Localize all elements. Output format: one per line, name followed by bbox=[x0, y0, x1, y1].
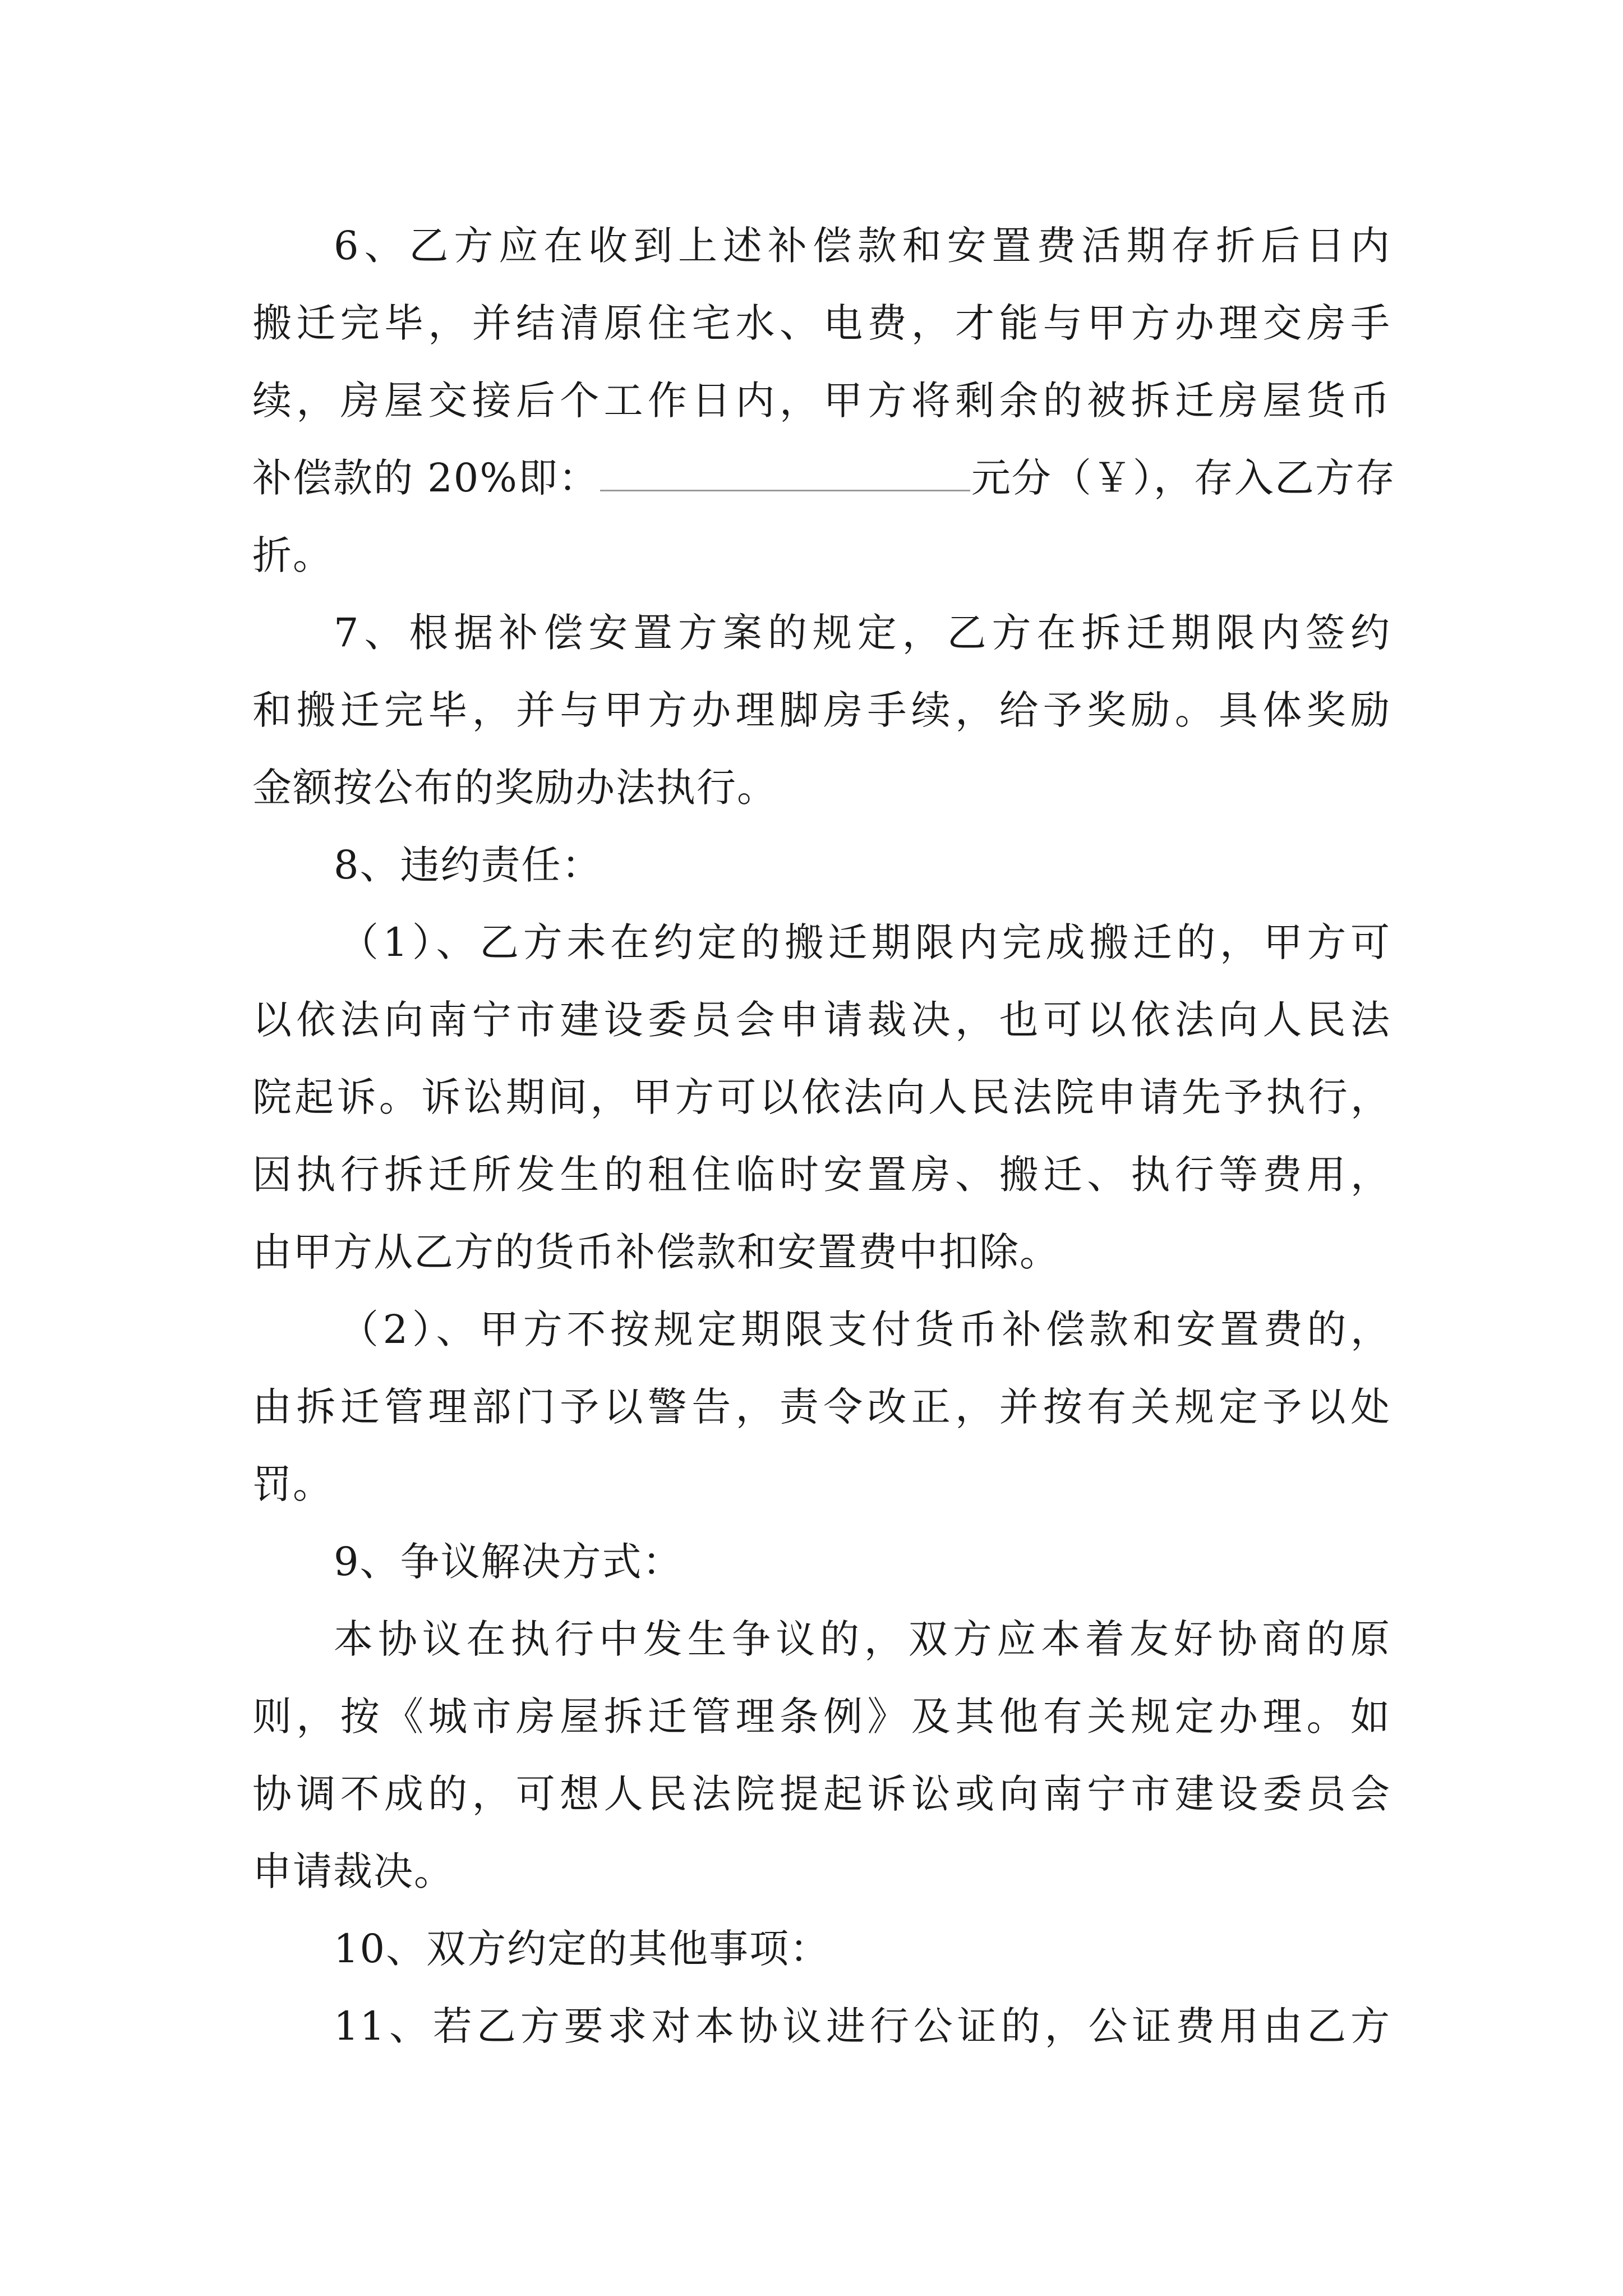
clause-8-1-line-3: 院起诉。诉讼期间，甲方可以依法向人民法院申请先予执行， bbox=[252, 1074, 1391, 1120]
paragraph-6-line-4 bbox=[252, 450, 1396, 506]
clause-8-2-line-2: 由拆迁管理部门予以警告，责令改正，并按有关规定予以处 bbox=[252, 1384, 1391, 1430]
paragraph-6-line-5: 折。 bbox=[252, 532, 333, 578]
paragraph-9-body-line-1: 本协议在执行中发生争议的，双方应本着友好协商的原 bbox=[334, 1616, 1391, 1662]
paragraph-9-heading: 9、争议解决方式： bbox=[334, 1539, 683, 1585]
clause-8-2-line-1: （2）、甲方不按规定期限支付货币补偿款和安置费的， bbox=[339, 1306, 1391, 1352]
clause-8-1-line-5: 由甲方从乙方的货币补偿款和安置费中扣除。 bbox=[252, 1229, 1060, 1275]
paragraph-11-line-1: 11、若乙方要求对本协议进行公证的，公证费用由乙方 bbox=[334, 2003, 1391, 2049]
paragraph-9-body-line-3: 协调不成的，可想人民法院提起诉讼或向南宁市建设委员会 bbox=[252, 1771, 1391, 1817]
paragraph-7-line-2: 和搬迁完毕，并与甲方办理脚房手续，给予奖励。具体奖励 bbox=[252, 687, 1391, 733]
paragraph-9-body-line-4: 申请裁决。 bbox=[252, 1848, 454, 1894]
clause-8-1-line-1: （1）、乙方未在约定的搬迁期限内完成搬迁的，甲方可 bbox=[339, 919, 1391, 965]
paragraph-6-line-1: 6、乙方应在收到上述补偿款和安置费活期存折后日内 bbox=[334, 223, 1391, 269]
paragraph-8-heading: 8、违约责任： bbox=[334, 842, 602, 888]
compensation-label: 补偿款的 20%即： bbox=[252, 455, 599, 501]
clause-8-2-line-3: 罚。 bbox=[252, 1461, 333, 1507]
clause-8-1-line-2: 以依法向南宁市建设委员会申请裁决，也可以依法向人民法 bbox=[252, 997, 1391, 1043]
paragraph-6-line-2: 搬迁完毕，并结清原住宅水、电费，才能与甲方办理交房手 bbox=[252, 300, 1391, 346]
paragraph-7-line-1: 7、根据补偿安置方案的规定，乙方在拆迁期限内签约 bbox=[334, 610, 1391, 656]
paragraph-10-heading: 10、双方约定的其他事项： bbox=[334, 1926, 831, 1972]
amount-blank-field[interactable] bbox=[600, 456, 970, 491]
clause-8-1-line-4: 因执行拆迁所发生的租住临时安置房、搬迁、执行等费用， bbox=[252, 1152, 1391, 1198]
paragraph-7-line-3: 金额按公布的奖励办法执行。 bbox=[252, 765, 777, 811]
paragraph-9-body-line-2: 则，按《城市房屋拆迁管理条例》及其他有关规定办理。如 bbox=[252, 1694, 1391, 1740]
compensation-suffix: 元分（￥），存入乙方存 bbox=[971, 455, 1396, 501]
paragraph-6-line-3: 续，房屋交接后个工作日内，甲方将剩余的被拆迁房屋货币 bbox=[252, 378, 1391, 424]
